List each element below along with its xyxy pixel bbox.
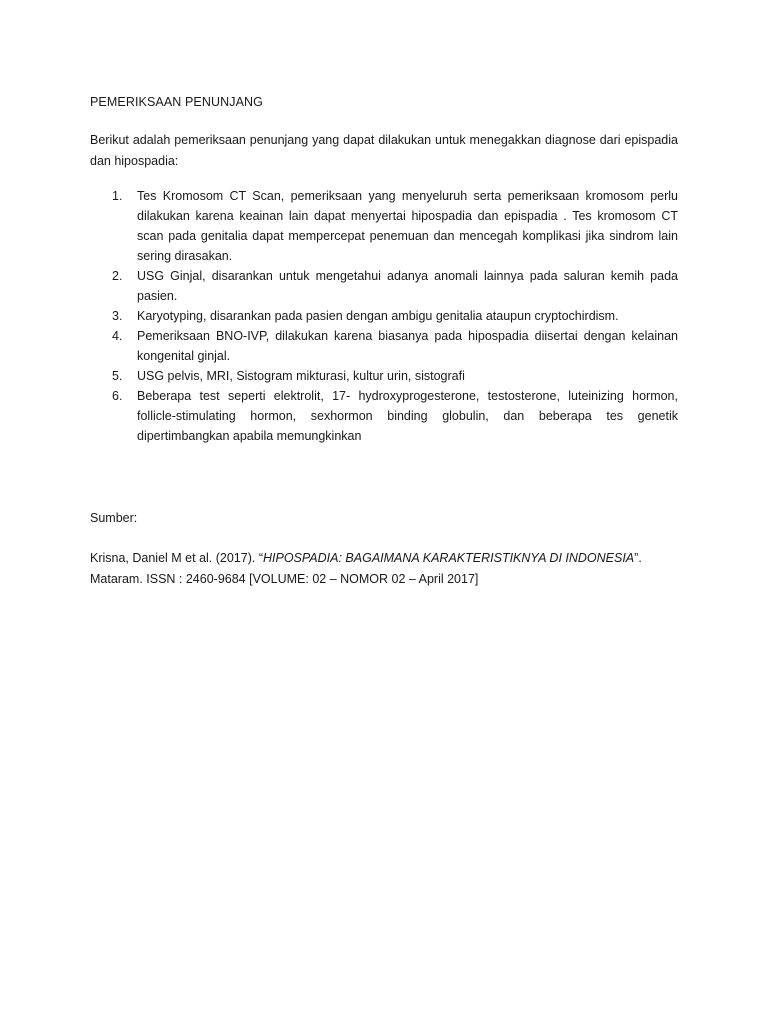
intro-paragraph: Berikut adalah pemeriksaan penunjang yang dapat dilakukan untuk menegakkan diagnose dari epispadia dan hipospadia: <box>90 133 678 168</box>
list-item-number: 1. <box>112 189 123 203</box>
list-item <box>90 366 678 386</box>
exam-list <box>90 186 678 446</box>
citation <box>90 548 678 590</box>
citation-details: ”. Mataram. ISSN : 2460-9684 [VOLUME: 02 – NOMOR 02 – April 2017] <box>90 551 642 586</box>
list-item <box>90 306 678 326</box>
list-item <box>90 186 678 266</box>
list-item-text: Pemeriksaan BNO-IVP, dilakukan karena biasanya pada hipospadia diisertai dengan kelainan kongenital ginjal. <box>137 329 678 363</box>
list-item-text: USG pelvis, MRI, Sistogram mikturasi, kultur urin, sistografi <box>137 369 465 383</box>
list-item-text: Karyotyping, disarankan pada pasien dengan ambigu genitalia ataupun cryptochirdism. <box>137 309 619 323</box>
list-item-text: Beberapa test seperti elektrolit, 17- hydroxyprogesterone, testosterone, luteinizing hormon, follicle-stimulating hormon, sexhormon binding globulin, dan beberapa tes genetik dipertimbangkan apabila memungkinkan <box>137 389 678 443</box>
list-item-number: 2. <box>112 269 123 283</box>
list-item <box>90 326 678 366</box>
list-item-number: 3. <box>112 309 123 323</box>
list-item-number: 4. <box>112 329 123 343</box>
citation-title: HIPOSPADIA: BAGAIMANA KARAKTERISTIKNYA DI INDONESIA <box>263 551 635 565</box>
citation-authors: Krisna, Daniel M et al. (2017). “ <box>90 551 263 565</box>
list-item <box>90 266 678 306</box>
source-label: Sumber: <box>90 511 138 525</box>
list-item <box>90 386 678 446</box>
list-item-number: 5. <box>112 369 123 383</box>
section-heading: PEMERIKSAAN PENUNJANG <box>90 95 263 109</box>
list-item-text: Tes Kromosom CT Scan, pemeriksaan yang menyeluruh serta pemeriksaan kromosom perlu dilakukan karena keainan lain dapat menyertai hipospadia dan epispadia . Tes kromosom CT scan pada genitalia dapat mempercepat penemuan dan mencegah komplikasi jika sindrom lain sering dirasakan. <box>137 189 678 263</box>
list-item-number: 6. <box>112 389 123 403</box>
list-item-text: USG Ginjal, disarankan untuk mengetahui adanya anomali lainnya pada saluran kemih pada pasien. <box>137 269 678 303</box>
